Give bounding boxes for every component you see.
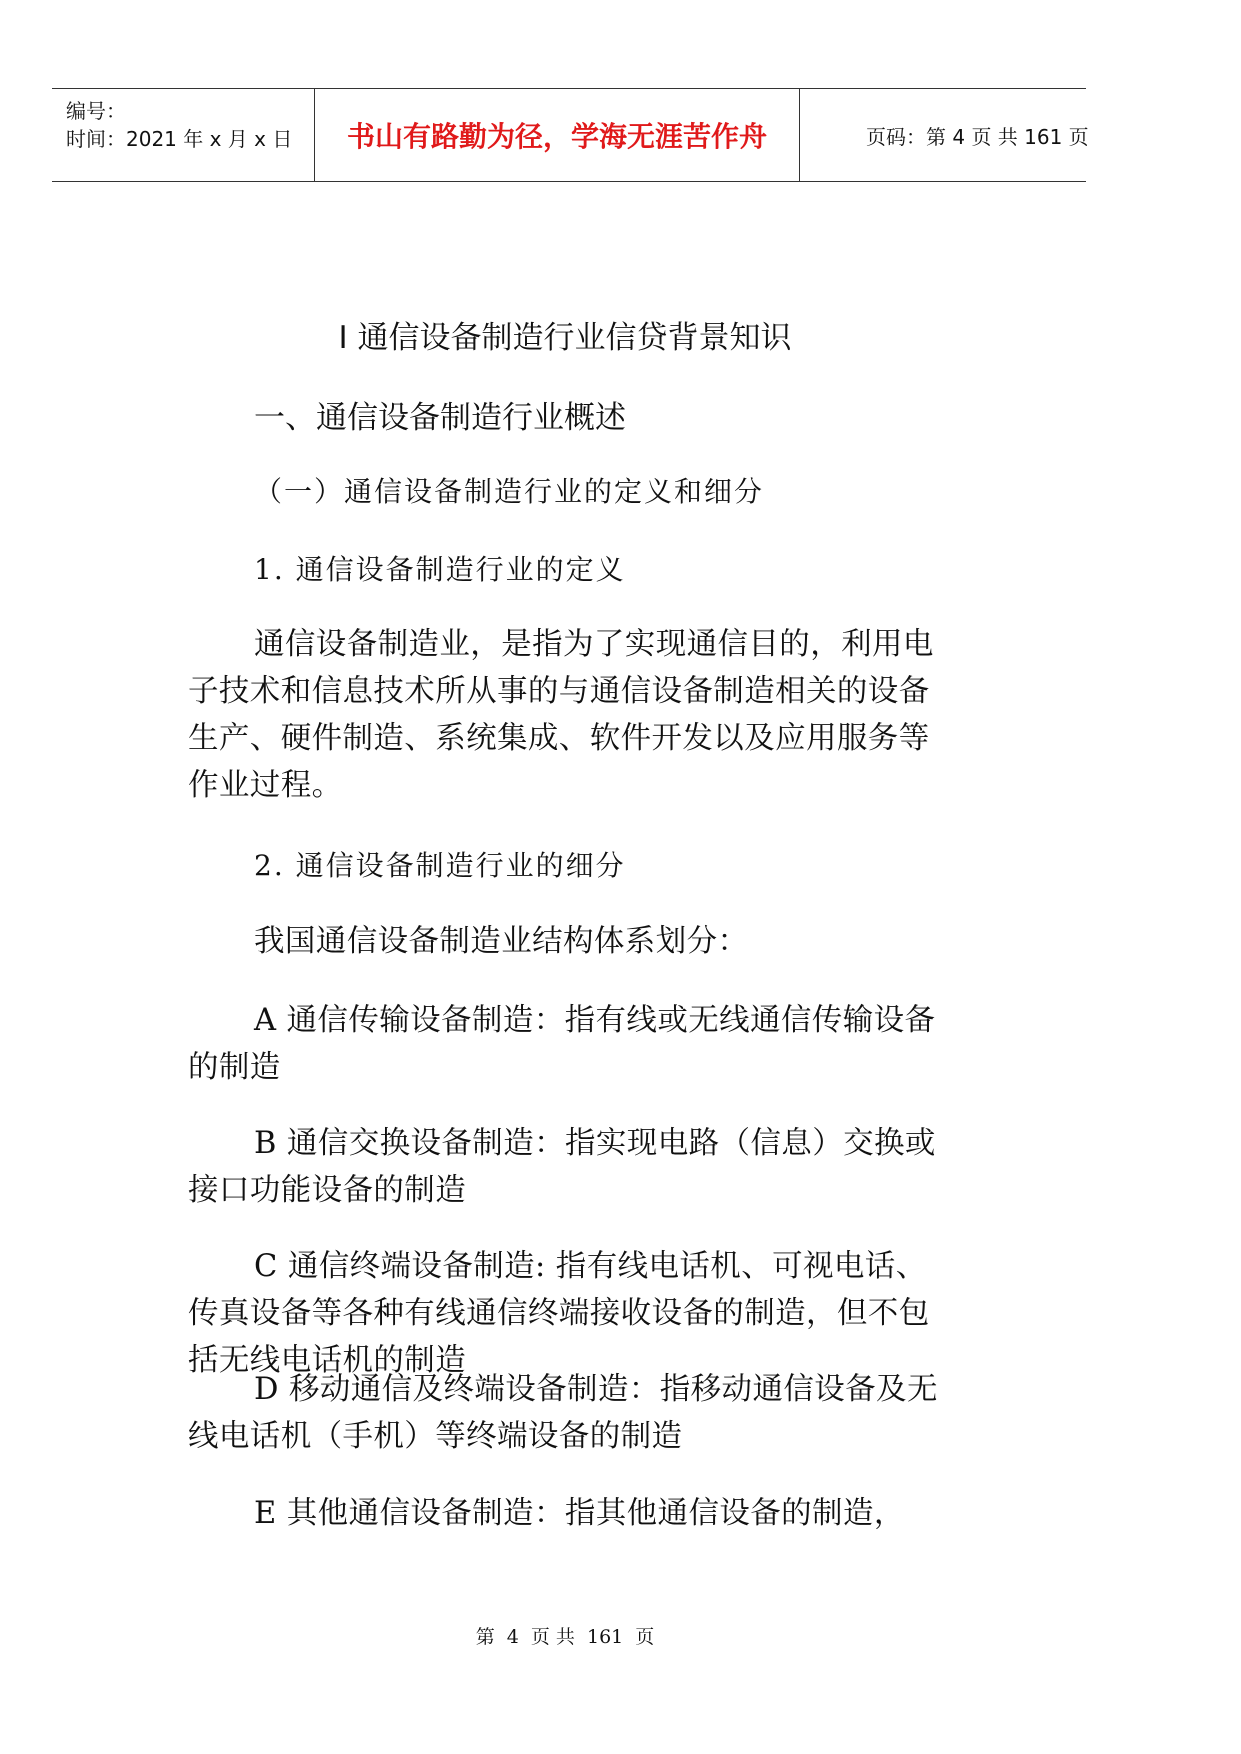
header-motto-cell: [314, 89, 800, 181]
footer-total-pages: 161: [586, 1626, 624, 1648]
category-e: E 其他通信设备制造：指其他通信设备的制造，: [254, 1496, 905, 1531]
footer-prefix: 第: [475, 1626, 495, 1648]
category-d: D 移动通信及终端设备制造：指移动通信设备及无线电话机（手机）等终端设备的制造: [188, 1372, 938, 1454]
page-footer: [0, 1622, 1130, 1649]
footer-suffix: 页: [635, 1626, 655, 1648]
item1-paragraph: 通信设备制造业，是指为了实现通信目的，利用电子技术和信息技术所从事的与通信设备制造相关的设备生产、硬件制造、系统集成、软件开发以及应用服务等作业过程。: [188, 627, 934, 803]
header-right-cell: [800, 89, 1089, 181]
subsection-heading: （一）通信设备制造行业的定义和细分: [254, 475, 765, 508]
time-label: 时间：2021 年 x 月 x 日: [66, 127, 293, 151]
header-motto: 书山有路勤为径，学海无涯苦作舟: [346, 120, 767, 153]
item2-heading: 2. 通信设备制造行业的细分: [254, 849, 626, 882]
item1-heading: 1. 通信设备制造行业的定义: [254, 553, 626, 586]
category-b: B 通信交换设备制造：指实现电路（信息）交换或接口功能设备的制造: [188, 1126, 936, 1208]
section-heading: 一、通信设备制造行业概述: [254, 400, 626, 436]
item2-intro: 我国通信设备制造业结构体系划分：: [254, 924, 749, 959]
header-page-info: 页码：第 4 页 共 161 页: [866, 125, 1089, 149]
footer-page-number: 4: [506, 1626, 519, 1648]
header-left-cell: [52, 89, 314, 181]
category-a: A 通信传输设备制造：指有线或无线通信传输设备的制造: [188, 1003, 936, 1085]
document-title: I 通信设备制造行业信贷背景知识: [338, 320, 792, 356]
category-c: C 通信终端设备制造: 指有线电话机、可视电话、传真设备等各种有线通信终端接收设备的制造，但不包括无线电话机的制造: [188, 1249, 930, 1378]
page-header: [52, 88, 1089, 182]
number-label: 编号：: [66, 99, 126, 123]
footer-middle: 页 共: [530, 1626, 575, 1648]
